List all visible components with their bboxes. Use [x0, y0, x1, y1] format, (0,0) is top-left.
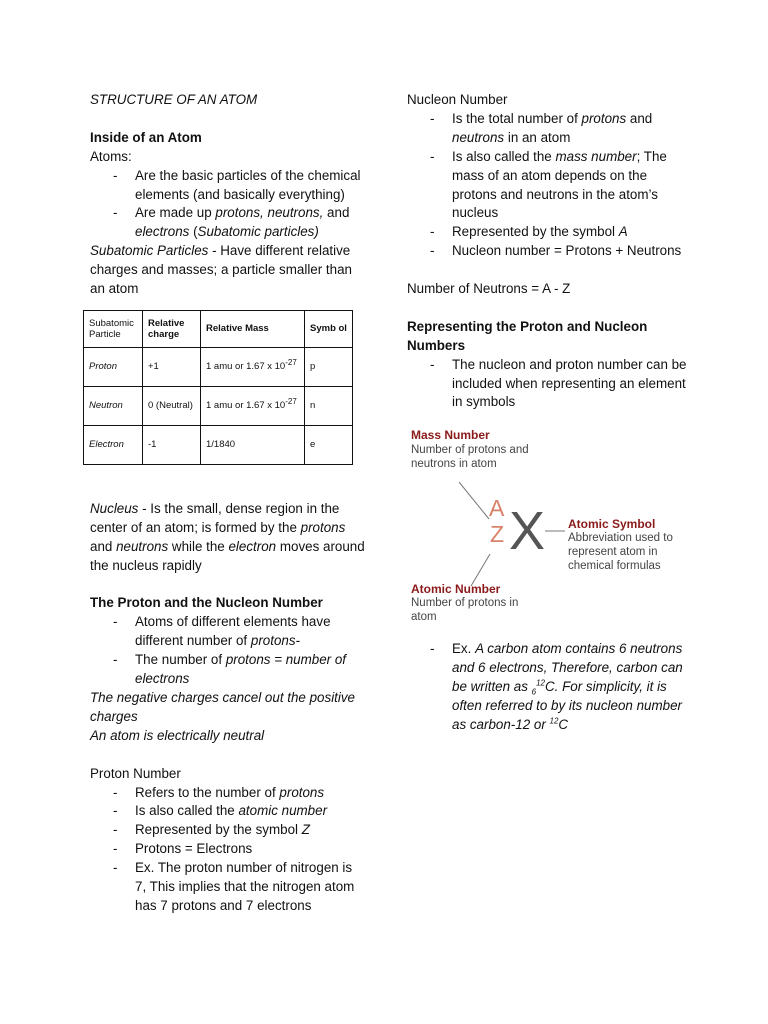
list-item: - Represented by the symbol A — [407, 223, 687, 242]
table-cell: 1 amu or 1.67 x $10^{-27}$ — [201, 347, 305, 386]
table-row — [84, 347, 353, 386]
table-cell: p — [305, 347, 353, 386]
atomic-number-desc: Number of protons in atom — [411, 597, 519, 624]
table-header-cell: Symb ol — [305, 310, 353, 347]
carbon-example-list — [407, 640, 687, 735]
list-item: - Are made up protons, neutrons, and electrons (Subatomic particles) — [90, 204, 366, 242]
list-item: - Are the basic particles of the chemical elements (and basically everything) — [90, 167, 366, 205]
table-cell: 0 (Neutral) — [143, 386, 201, 425]
right-column — [407, 91, 687, 735]
table-cell: 1/1840 — [201, 425, 305, 464]
negative-charges-note: The negative charges cancel out the positive charges — [90, 690, 356, 724]
subatomic-table — [83, 310, 353, 465]
table-cell: Proton — [84, 347, 143, 386]
letter-a: A — [489, 495, 505, 522]
list-item: - Is the total number of protons and neutrons in an atom — [407, 110, 687, 148]
atomic-symbol-desc: Abbreviation used to represent atom in chemical formulas — [568, 532, 673, 573]
proton-nucleon-heading: The Proton and the Nucleon Number — [90, 595, 323, 611]
mass-number-title: Mass Number — [411, 428, 490, 443]
neutrons-formula: Number of Neutrons = A - Z — [407, 281, 571, 297]
table-cell: +1 — [143, 347, 201, 386]
list-item: - Ex. The proton number of nitrogen is 7, This implies that the nitrogen atom has 7 protons and 7 electrons — [90, 859, 366, 916]
left-column — [90, 91, 366, 916]
letter-x: X — [509, 501, 546, 562]
proton-nucleon-list — [90, 613, 366, 689]
list-item: - The nucleon and proton number can be included when representing an element in symbols — [407, 356, 687, 413]
atomic-number-title: Atomic Number — [411, 582, 501, 597]
list-item: - Represented by the symbol Z — [90, 821, 366, 840]
nucleon-number-label: Nucleon Number — [407, 92, 508, 107]
neutral-note: An atom is electrically neutral — [90, 727, 265, 743]
list-item: - Nucleon number = Protons + Neutrons — [407, 242, 687, 261]
table-header-cell: Relative Mass — [201, 310, 305, 347]
table-row — [84, 386, 353, 425]
atomic-symbol-title: Atomic Symbol — [568, 517, 656, 532]
list-item: - Ex. A carbon atom contains 6 neutrons and 6 electrons, Therefore, carbon can be written as $_6^{12}$C. For simplicity, it is often referred to by its nucleon number as carbon-12 or $^{12}$C — [407, 640, 687, 735]
representing-list — [407, 356, 687, 413]
nucleon-number-list — [407, 110, 687, 261]
nucleus-definition: Nucleus - Is the small, dense region in the center of an atom; is formed by the protons and neutrons while the electron moves around the nucleus rapidly — [90, 500, 365, 573]
letter-z: Z — [490, 521, 505, 548]
subatomic-definition: Subatomic Particles - Have different relative charges and masses; a particle smaller than an atom — [90, 243, 352, 297]
proton-number-label: Proton Number — [90, 765, 181, 781]
inside-atom-heading: Inside of an Atom — [90, 129, 202, 145]
table-row — [84, 425, 353, 464]
table-cell: -1 — [143, 425, 201, 464]
table-header-cell: Subatomic Particle — [84, 310, 143, 347]
list-item: - Refers to the number of protons — [90, 784, 366, 803]
page-title: STRUCTURE OF AN ATOM — [90, 92, 258, 107]
list-item: - Is also called the mass number; The mass of an atom depends on the protons and neutrons in the atom’s nucleus — [407, 148, 687, 224]
list-item: - Protons = Electrons — [90, 840, 366, 859]
table-header-cell: Relative charge — [143, 310, 201, 347]
list-item: - The number of protons = number of electrons — [90, 651, 366, 689]
table-cell: Electron — [84, 425, 143, 464]
table-header-row — [84, 310, 353, 347]
list-item: - Atoms of different elements have different number of protons- — [90, 613, 366, 651]
mass-pointer-line — [459, 482, 489, 519]
table-cell: n — [305, 386, 353, 425]
table-cell: 1 amu or 1.67 x $10^{-27}$ — [201, 386, 305, 425]
atoms-label: Atoms: — [90, 148, 132, 164]
atoms-list — [90, 167, 366, 243]
representing-heading: Representing the Proton and Nucleon Numbers — [407, 318, 648, 353]
nuclide-notation-diagram — [407, 421, 697, 624]
mass-number-desc: Number of protons and neutrons in atom — [411, 444, 529, 471]
table-cell: e — [305, 425, 353, 464]
table-cell: Neutron — [84, 386, 143, 425]
proton-number-list — [90, 784, 366, 916]
list-item: - Is also called the atomic number — [90, 802, 366, 821]
